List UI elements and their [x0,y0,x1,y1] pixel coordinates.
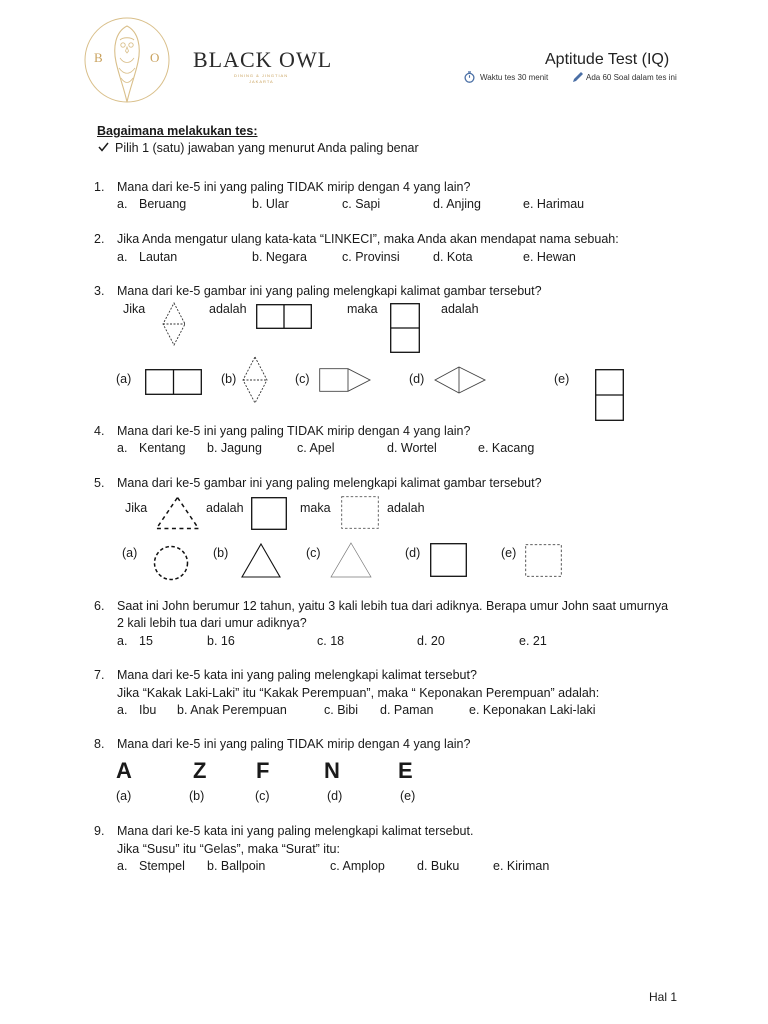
q3-adalah-2: adalah [441,302,479,316]
instructions-item: Pilih 1 (satu) jawaban yang menurut Anda paling benar [115,141,419,155]
q8-letter-d: N [324,758,340,783]
q6-text-2: 2 kali lebih tua dari umur adiknya? [117,616,307,630]
q9-text: Mana dari ke-5 kata ini yang paling melengkapi kalimat tersebut. [117,824,474,838]
q3-adalah: adalah [209,302,247,316]
q2-option-b: b. Negara [252,250,307,264]
q5-maka: maka [300,501,331,515]
q5-number: 5. [94,476,105,490]
q1-number: 1. [94,180,105,194]
q3-option-e-figure[interactable] [595,369,624,421]
q5-adalah-2: adalah [387,501,425,515]
q7-text: Mana dari ke-5 kata ini yang paling melengkapi kalimat tersebut? [117,668,477,682]
q3-jika: Jika [123,302,146,316]
q3-option-c-figure[interactable] [319,368,371,392]
q5-square-figure [251,497,287,530]
q3-diamond-split-figure [162,302,186,346]
q6-option-a: 15 [139,634,153,648]
q2-number: 2. [94,232,105,246]
q7-text-2: Jika “Kakak Laki-Laki” itu “Kakak Perempuan”, maka “ Keponakan Perempuan” adalah: [117,686,600,700]
q3-text: Mana dari ke-5 gambar ini yang paling melengkapi kalimat gambar tersebut? [117,284,542,298]
time-note: Waktu tes 30 menit [480,73,549,82]
q4-option-d: d. Wortel [387,441,437,455]
q5-option-d-figure[interactable] [430,543,467,577]
q5-option-b-figure[interactable] [241,543,281,578]
q5-label-d[interactable]: (d) [405,546,421,560]
q7-option-c: c. Bibi [324,703,359,717]
q7-number: 7. [94,668,105,682]
q5-dashed-triangle-figure [155,496,200,530]
brand-subtitle-2: JAKARTA [249,79,274,84]
q1-option-e: e. Harimau [523,197,585,211]
brand-subtitle: DINING & JINGTIAN [234,73,289,78]
q7-option-a: Ibu [139,703,157,717]
q4-number: 4. [94,424,105,438]
q6-text: Saat ini John berumur 12 tahun, yaitu 3 kali lebih tua dari adiknya. Berapa umur John saat umurnya [117,599,669,613]
q2-text: Jika Anda mengatur ulang kata-kata “LINKECI”, maka Anda akan mendapat nama sebuah: [117,232,619,246]
page-number: Hal 1 [649,990,678,1004]
q8-letter-a: A [116,758,132,783]
q2-option-c: c. Provinsi [342,250,400,264]
q2-option-a: Lautan [139,250,178,264]
q3-label-a[interactable]: (a) [116,372,132,386]
q8-text: Mana dari ke-5 ini yang paling TIDAK mirip dengan 4 yang lain? [117,737,471,751]
q1-option-b: b. Ular [252,197,289,211]
q7-option-d: d. Paman [380,703,434,717]
q3-maka: maka [347,302,378,316]
q4-option-c: c. Apel [297,441,335,455]
q2-option-e: e. Hewan [523,250,576,264]
q2-option-a-letter: a. [117,250,128,264]
brand-name: BLACK OWL [193,47,333,72]
logo-letter-o: O [150,50,160,65]
q8-letter-c: F [256,758,270,783]
q8-letter-e: E [398,758,413,783]
q4-option-a: Kentang [139,441,186,455]
q3-option-b-figure[interactable] [242,356,268,404]
q6-option-e: e. 21 [519,634,547,648]
count-note: Ada 60 Soal dalam tes ini [586,73,677,82]
test-title: Aptitude Test (IQ) [545,51,670,68]
q4-option-a-letter: a. [117,441,128,455]
instructions-title: Bagaimana melakukan tes: [97,124,258,138]
q1-option-c: c. Sapi [342,197,381,211]
q4-option-e: e. Kacang [478,441,535,455]
q9-option-c: c. Amplop [330,859,385,873]
q7-option-b: b. Anak Perempuan [177,703,287,717]
q3-label-c[interactable]: (c) [295,372,310,386]
q2-option-d: d. Kota [433,250,473,264]
logo-letter-b: B [94,50,103,65]
q6-option-c: c. 18 [317,634,345,648]
q8-number: 8. [94,737,105,751]
q3-label-d[interactable]: (d) [409,372,425,386]
q3-option-d-figure[interactable] [434,366,486,394]
q6-option-b: b. 16 [207,634,235,648]
q1-option-a: Beruang [139,197,187,211]
q6-option-a-letter: a. [117,634,128,648]
q8-label-c[interactable]: (c) [255,789,270,803]
q9-option-d: d. Buku [417,859,460,873]
q5-label-a[interactable]: (a) [122,546,138,560]
q3-label-e[interactable]: (e) [554,372,570,386]
q4-text: Mana dari ke-5 ini yang paling TIDAK mirip dengan 4 yang lain? [117,424,471,438]
q5-text: Mana dari ke-5 gambar ini yang paling melengkapi kalimat gambar tersebut? [117,476,542,490]
q5-option-e-figure[interactable] [525,544,562,577]
q3-label-b[interactable]: (b) [221,372,237,386]
q8-label-a[interactable]: (a) [116,789,132,803]
q9-text-2: Jika “Susu” itu “Gelas”, maka “Surat” itu: [117,842,340,856]
q5-option-c-figure[interactable] [330,542,372,578]
q9-option-b: b. Ballpoin [207,859,266,873]
q7-option-a-letter: a. [117,703,128,717]
q9-option-a: Stempel [139,859,185,873]
pencil-icon [572,71,584,83]
checkmark-icon [98,142,109,152]
q1-option-d: d. Anjing [433,197,481,211]
q5-label-c[interactable]: (c) [306,546,321,560]
q8-label-e[interactable]: (e) [400,789,416,803]
q8-label-d[interactable]: (d) [327,789,343,803]
q3-horizontal-split-rect-figure [256,304,312,329]
q3-vertical-split-rect-figure [390,303,420,353]
q9-number: 9. [94,824,105,838]
q1-text: Mana dari ke-5 ini yang paling TIDAK mirip dengan 4 yang lain? [117,180,471,194]
q5-adalah: adalah [206,501,244,515]
q9-option-e: e. Kiriman [493,859,550,873]
q6-option-d: d. 20 [417,634,445,648]
q5-label-b[interactable]: (b) [213,546,229,560]
q9-option-a-letter: a. [117,859,128,873]
q3-number: 3. [94,284,105,298]
q6-number: 6. [94,599,105,613]
q5-label-e[interactable]: (e) [501,546,517,560]
q5-jika: Jika [125,501,148,515]
q3-option-a-figure[interactable] [145,369,202,395]
stopwatch-icon [464,71,475,83]
q5-option-a-figure[interactable] [153,545,189,581]
q8-letter-b: Z [193,758,207,783]
q7-option-e: e. Keponakan Laki-laki [469,703,596,717]
q8-label-b[interactable]: (b) [189,789,205,803]
q4-option-b: b. Jagung [207,441,262,455]
q5-dashed-square-figure [341,496,379,529]
q1-option-a-letter: a. [117,197,128,211]
